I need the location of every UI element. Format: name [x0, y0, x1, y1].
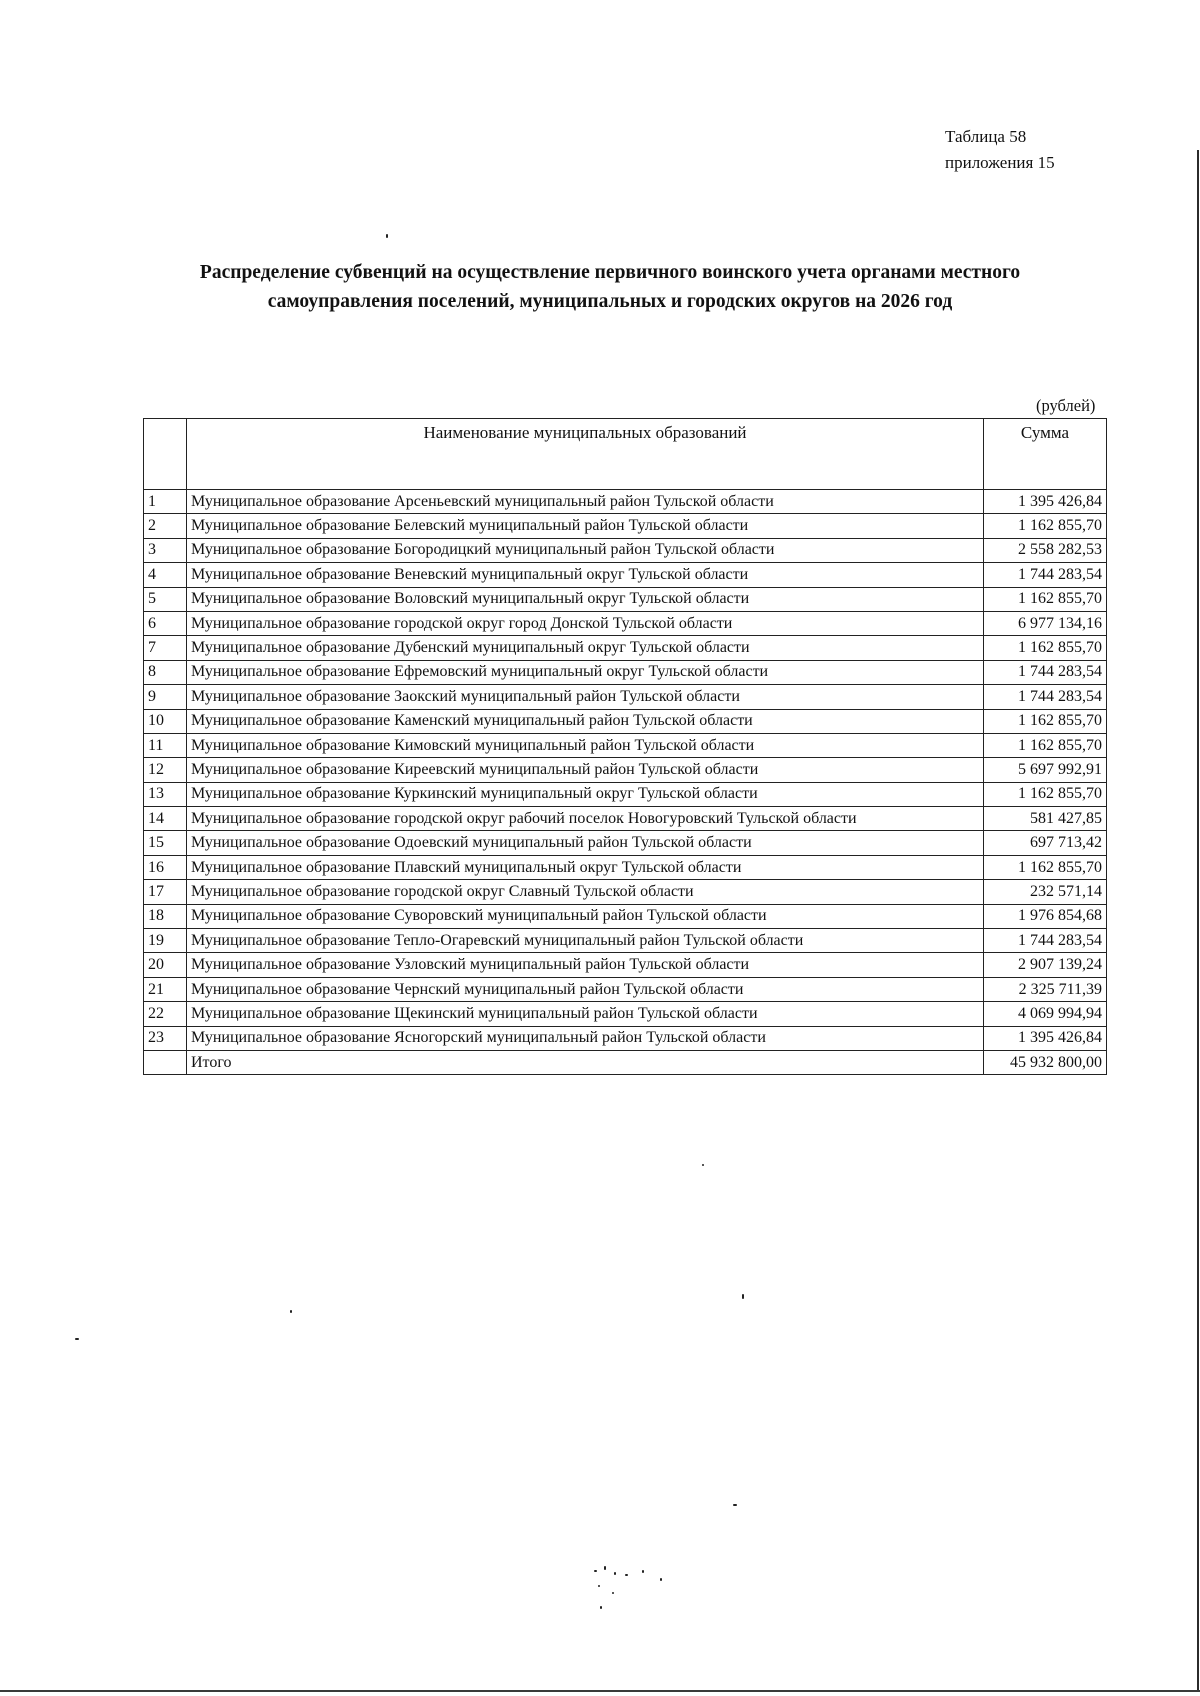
row-sum: 697 713,42	[984, 831, 1107, 855]
row-number: 15	[144, 831, 187, 855]
scan-edge-bottom	[0, 1690, 1200, 1692]
row-number: 23	[144, 1026, 187, 1050]
row-number: 21	[144, 977, 187, 1001]
row-name: Муниципальное образование Плавский муниципальный округ Тульской области	[187, 855, 984, 879]
row-number: 17	[144, 880, 187, 904]
row-sum: 1 162 855,70	[984, 587, 1107, 611]
row-sum: 1 162 855,70	[984, 514, 1107, 538]
row-sum: 1 395 426,84	[984, 490, 1107, 514]
header-number	[144, 419, 187, 490]
scan-speck	[594, 1570, 597, 1572]
row-number: 8	[144, 660, 187, 684]
row-number: 20	[144, 953, 187, 977]
row-sum: 4 069 994,94	[984, 1002, 1107, 1026]
table-row	[144, 538, 1107, 562]
header-sum: Сумма	[984, 419, 1107, 490]
table-row	[144, 709, 1107, 733]
scan-speck	[604, 1566, 606, 1570]
subvention-table	[143, 418, 1107, 1075]
row-number: 19	[144, 929, 187, 953]
table-row	[144, 855, 1107, 879]
title-line-2: самоуправления поселений, муниципальных и городских округов на 2026 год	[267, 291, 953, 312]
table-row	[144, 563, 1107, 587]
total-number-cell	[144, 1050, 187, 1074]
row-sum: 1 744 283,54	[984, 685, 1107, 709]
row-name: Муниципальное образование Ефремовский муниципальный округ Тульской области	[187, 660, 984, 684]
table-row	[144, 636, 1107, 660]
row-sum: 1 744 283,54	[984, 929, 1107, 953]
scan-speck	[733, 1504, 737, 1506]
row-name: Муниципальное образование Ясногорский муниципальный район Тульской области	[187, 1026, 984, 1050]
row-number: 11	[144, 733, 187, 757]
table-row	[144, 953, 1107, 977]
row-number: 9	[144, 685, 187, 709]
table-row	[144, 977, 1107, 1001]
row-name: Муниципальное образование Арсеньевский муниципальный район Тульской области	[187, 490, 984, 514]
table-row	[144, 514, 1107, 538]
row-name: Муниципальное образование Веневский муниципальный округ Тульской области	[187, 563, 984, 587]
table-row	[144, 733, 1107, 757]
row-number: 22	[144, 1002, 187, 1026]
table-row	[144, 831, 1107, 855]
table-row	[144, 807, 1107, 831]
table-row	[144, 782, 1107, 806]
row-name: Муниципальное образование Богородицкий муниципальный район Тульской области	[187, 538, 984, 562]
table-number: Таблица 58	[945, 127, 1027, 146]
scan-speck	[386, 234, 388, 238]
row-name: Муниципальное образование Суворовский муниципальный район Тульской области	[187, 904, 984, 928]
table-row	[144, 587, 1107, 611]
table-row	[144, 880, 1107, 904]
row-sum: 1 744 283,54	[984, 563, 1107, 587]
table-row	[144, 611, 1107, 635]
header-name: Наименование муниципальных образований	[187, 419, 984, 490]
row-number: 2	[144, 514, 187, 538]
table-body	[144, 490, 1107, 1075]
row-number: 12	[144, 758, 187, 782]
row-name: Муниципальное образование Каменский муниципальный район Тульской области	[187, 709, 984, 733]
scan-speck	[600, 1606, 602, 1609]
table-row	[144, 758, 1107, 782]
scan-speck	[742, 1294, 744, 1299]
row-sum: 2 907 139,24	[984, 953, 1107, 977]
scan-speck	[660, 1578, 662, 1581]
scan-speck	[625, 1574, 628, 1576]
row-name: Муниципальное образование Одоевский муниципальный район Тульской области	[187, 831, 984, 855]
table-row	[144, 904, 1107, 928]
row-name: Муниципальное образование городской округ рабочий поселок Новогуровский Тульской области	[187, 807, 984, 831]
row-number: 6	[144, 611, 187, 635]
row-name: Муниципальное образование городской округ Славный Тульской области	[187, 880, 984, 904]
row-number: 3	[144, 538, 187, 562]
total-label: Итого	[187, 1050, 984, 1074]
scan-speck	[290, 1310, 292, 1313]
row-name: Муниципальное образование городской округ город Донской Тульской области	[187, 611, 984, 635]
row-number: 7	[144, 636, 187, 660]
row-number: 14	[144, 807, 187, 831]
row-name: Муниципальное образование Дубенский муниципальный округ Тульской области	[187, 636, 984, 660]
row-name: Муниципальное образование Узловский муниципальный район Тульской области	[187, 953, 984, 977]
row-sum: 2 325 711,39	[984, 977, 1107, 1001]
row-number: 5	[144, 587, 187, 611]
units-label: (рублей)	[1036, 396, 1096, 415]
table-header-row	[144, 419, 1107, 490]
row-sum: 1 162 855,70	[984, 636, 1107, 660]
total-sum: 45 932 800,00	[984, 1050, 1107, 1074]
row-name: Муниципальное образование Воловский муниципальный округ Тульской области	[187, 587, 984, 611]
row-sum: 2 558 282,53	[984, 538, 1107, 562]
row-sum: 232 571,14	[984, 880, 1107, 904]
scan-edge-right	[1197, 150, 1199, 1690]
scan-speck	[642, 1570, 644, 1573]
row-number: 1	[144, 490, 187, 514]
table-row	[144, 685, 1107, 709]
table-row	[144, 1002, 1107, 1026]
appendix-number: приложения 15	[945, 153, 1055, 172]
row-sum: 5 697 992,91	[984, 758, 1107, 782]
row-sum: 1 162 855,70	[984, 782, 1107, 806]
row-name: Муниципальное образование Щекинский муниципальный район Тульской области	[187, 1002, 984, 1026]
row-name: Муниципальное образование Тепло-Огаревский муниципальный район Тульской области	[187, 929, 984, 953]
row-sum: 1 162 855,70	[984, 709, 1107, 733]
row-name: Муниципальное образование Кимовский муниципальный район Тульской области	[187, 733, 984, 757]
scan-speck	[598, 1585, 600, 1587]
row-number: 13	[144, 782, 187, 806]
document-title	[150, 258, 1070, 316]
row-name: Муниципальное образование Чернский муниципальный район Тульской области	[187, 977, 984, 1001]
row-sum: 6 977 134,16	[984, 611, 1107, 635]
row-number: 10	[144, 709, 187, 733]
row-name: Муниципальное образование Киреевский муниципальный район Тульской области	[187, 758, 984, 782]
table-row	[144, 660, 1107, 684]
row-number: 4	[144, 563, 187, 587]
row-sum: 1 976 854,68	[984, 904, 1107, 928]
row-sum: 1 162 855,70	[984, 733, 1107, 757]
row-sum: 1 744 283,54	[984, 660, 1107, 684]
scan-speck	[614, 1572, 616, 1575]
row-sum: 1 395 426,84	[984, 1026, 1107, 1050]
scan-speck	[75, 1338, 79, 1340]
scan-speck	[612, 1592, 614, 1594]
row-number: 16	[144, 855, 187, 879]
row-sum: 1 162 855,70	[984, 855, 1107, 879]
row-name: Муниципальное образование Заокский муниципальный район Тульской области	[187, 685, 984, 709]
row-name: Муниципальное образование Белевский муниципальный район Тульской области	[187, 514, 984, 538]
title-line-1: Распределение субвенций на осуществление первичного воинского учета органами местного	[199, 262, 1021, 283]
scan-speck	[702, 1164, 704, 1166]
row-number: 18	[144, 904, 187, 928]
table-row	[144, 929, 1107, 953]
table-reference	[945, 124, 1055, 176]
table-row	[144, 490, 1107, 514]
table-row	[144, 1026, 1107, 1050]
row-sum: 581 427,85	[984, 807, 1107, 831]
table-total-row	[144, 1050, 1107, 1074]
row-name: Муниципальное образование Куркинский муниципальный округ Тульской области	[187, 782, 984, 806]
